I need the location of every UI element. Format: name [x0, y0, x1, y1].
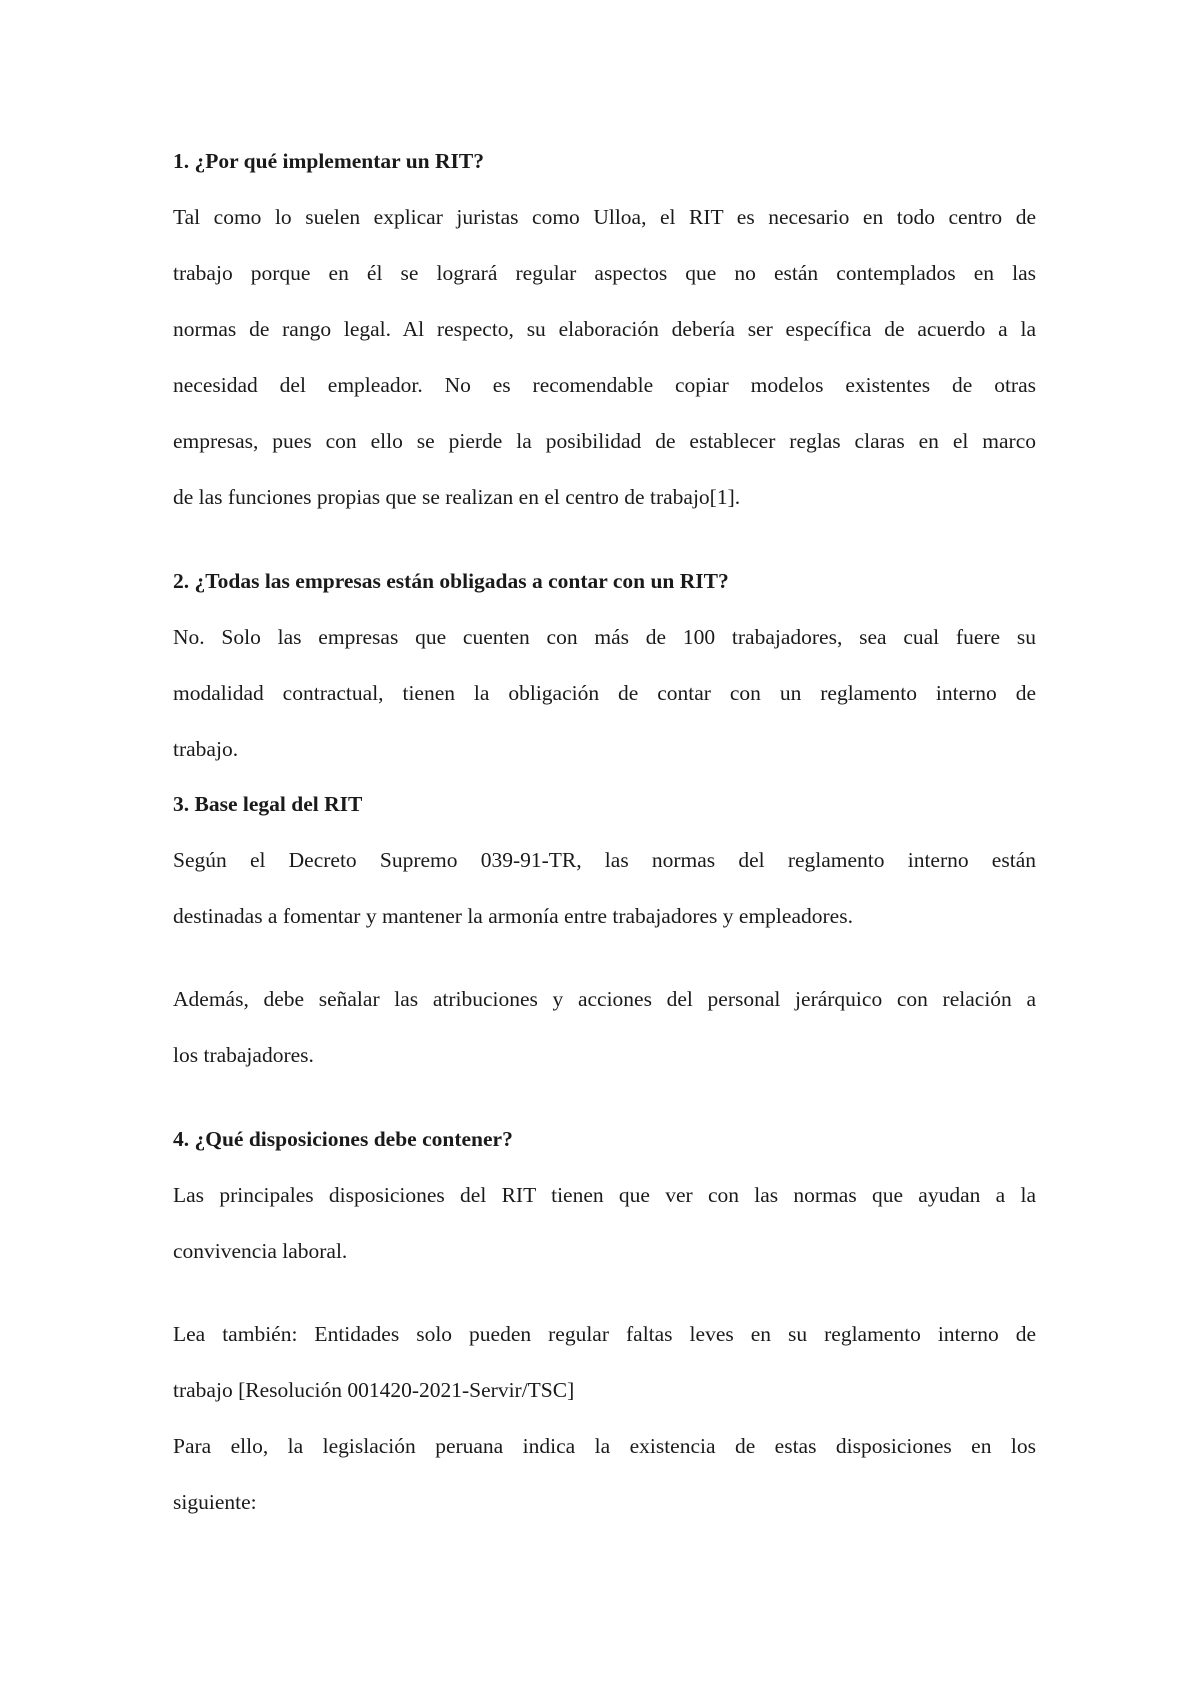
section-4-line-6: siguiente:: [173, 1490, 257, 1514]
section-2-line-1: No. Solo las empresas que cuenten con más de 100 trabajadores, sea cual fuere su: [173, 625, 1036, 649]
section-1-heading: 1. ¿Por qué implementar un RIT?: [173, 149, 484, 173]
section-3-line-1: Según el Decreto Supremo 039-91-TR, las normas del reglamento interno están: [173, 848, 1036, 872]
section-4-line-4: trabajo [Resolución 001420-2021-Servir/TSC]: [173, 1378, 575, 1402]
section-1-line-5: empresas, pues con ello se pierde la posibilidad de establecer reglas claras en el marco: [173, 429, 1036, 453]
section-1-line-2: trabajo porque en él se logrará regular aspectos que no están contemplados en las: [173, 261, 1036, 285]
section-4-line-2: convivencia laboral.: [173, 1239, 348, 1263]
section-1-line-4: necesidad del empleador. No es recomendable copiar modelos existentes de otras: [173, 373, 1036, 397]
section-4-line-3: Lea también: Entidades solo pueden regular faltas leves en su reglamento interno de: [173, 1322, 1036, 1346]
section-2-line-3: trabajo.: [173, 737, 239, 761]
section-4-line-5: Para ello, la legislación peruana indica la existencia de estas disposiciones en los: [173, 1434, 1036, 1458]
section-1-line-3: normas de rango legal. Al respecto, su elaboración debería ser específica de acuerdo a la: [173, 317, 1036, 341]
section-4-heading: 4. ¿Qué disposiciones debe contener?: [173, 1127, 513, 1151]
section-3-line-2: destinadas a fomentar y mantener la armonía entre trabajadores y empleadores.: [173, 904, 853, 928]
section-4-line-1: Las principales disposiciones del RIT tienen que ver con las normas que ayudan a la: [173, 1183, 1036, 1207]
section-1-line-6: de las funciones propias que se realizan en el centro de trabajo[1].: [173, 485, 741, 509]
section-3-line-4: los trabajadores.: [173, 1043, 314, 1067]
section-1-line-1: Tal como lo suelen explicar juristas como Ulloa, el RIT es necesario en todo centro de: [173, 205, 1036, 229]
section-3-line-3: Además, debe señalar las atribuciones y acciones del personal jerárquico con relación a: [173, 987, 1036, 1011]
section-2-heading: 2. ¿Todas las empresas están obligadas a contar con un RIT?: [173, 569, 729, 593]
section-3-heading: 3. Base legal del RIT: [173, 792, 363, 816]
section-2-line-2: modalidad contractual, tienen la obligación de contar con un reglamento interno de: [173, 681, 1036, 705]
